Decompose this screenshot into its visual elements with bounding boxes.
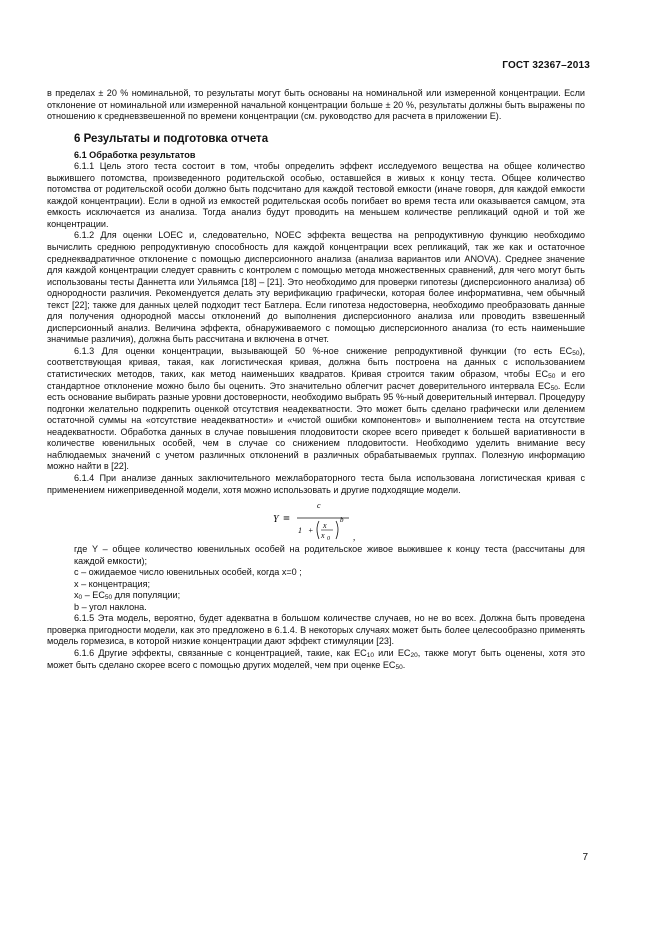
page-number: 7 bbox=[582, 852, 588, 863]
paragraph-6-1-1: 6.1.1 Цель этого теста состоит в том, чтобы определить эффект исследуемого вещества на общее количество выжившего потомства, произведенного родительской особью, оставшейся в живых к концу теста. Общее количество потомства от родительской особи должно быть подсчитано для каждой тестовой емкости (иначе говоря, для каждой емкости каждой концентрации). Если в одной из емкостей родительская особь погибает во время теста или оказывается самцом, эта емкость исключается из анализа. Тогда анализ будут проводить на меньшем количестве репликаций одной и той же концентрации. bbox=[47, 161, 585, 229]
svg-text:1: 1 bbox=[298, 526, 302, 536]
svg-text:,: , bbox=[353, 532, 356, 543]
svg-text:0: 0 bbox=[327, 536, 330, 543]
formula-lhs: Y bbox=[273, 514, 279, 526]
formula-numerator: c bbox=[317, 501, 321, 511]
definition-x0: $x_0 - EC_{50}$ для популяции; bbox=[74, 590, 181, 602]
paragraph-6-1-6: 6.1.6 Другие эффекты, связанные с концентрацией, такие, как $EC_{10}$ или $EC_{20}$, также могут быть оценены, хотя это может быть сделано скорее всего с помощью других моделей, чем при оценке $EC_{50}$. bbox=[47, 647, 586, 671]
paragraph-6-1-3: 6.1.3 Для оценки концентрации, вызывающей 50 %-ное снижение репродуктивной функции (то есть $EC_{50}$), соответствующая кривая, такая, как логистическая кривая, должна быть построена на данных с использованием статистических методов, таких, как метод наименьших квадратов. Кривая строится таким образом, чтобы $EC_{50}$ и его стандартное отклонение можно было бы оценить. Это значительно облегчит расчет доверительного интервала $EC_{50}$. Если есть основание выбирать разные уровни достоверности, необходимо выбрать 95 %-ный доверительный интервал. Процедуру подгонки желательно подкрепить оценкой отсутствия неадекватности. Это может быть сделано графически или делением остаточной суммы на «отсутствие неадекватности» и «чистой ошибки компонентов» и выполнением теста на отсутствие неадекватности. Обработка данных в случае повышения плодовитости скорее всего приведет к большей вариативности в количестве ювенильных особей, чем в случае со снижением плодовитости. Необходимо уделить внимание весу наблюдаемых значений с учетом различных отклонений в различных обрабатываемых группах. Полезную информацию можно найти в [22]. bbox=[47, 345, 586, 472]
paragraph-6-1-5: 6.1.5 Эта модель, вероятно, будет адекватна в большом количестве случаев, но не во всех. Должна быть проведена проверка пригодности модели, как это предложено в 6.1.4. В некоторых случаях может быть более целесообразно применять модель гормезиса, в которой низкие концентрации дают эффект стимуляции [23]. bbox=[47, 613, 585, 647]
paragraph-6-1-2: 6.1.2 Для оценки LOEC и, следовательно, NOEC эффекта вещества на репродуктивную функцию необходимо вычислить среднюю репродуктивную способность для каждой концентрации всех репликаций, так же как и остаточное среднеквадратичное отклонение с помощью дисперсионного анализа (анализа вариантов или ANOVA). Среднее значение для каждой концентрации следует сравнить с контролем с помощью метода множественных сравнений, для чего могут быть использованы тесты Даннетта или Уильямса [18] – [21]. Это необходимо для проверки гипотезы (дисперсионного анализа) об однородности различия. Рекомендуется делать эту верификацию графически, которая более информативна, чем обычный текст [22]; также для данных целей подходит тест Батлера. Если гипотеза недостоверна, необходимо преобразовать данные для получения однородной массы отклонений до выполнения дисперсионного анализа или проводить взвешенный дисперсионный анализ. Величина эффекта, обнаруживаемого с помощью дисперсионного анализа (то есть наименьшие значимые различия), должна быть рассчитана и включена в отчет. bbox=[47, 230, 585, 345]
svg-text:b: b bbox=[340, 516, 344, 525]
definition-x: x – концентрация; bbox=[74, 578, 151, 589]
document-body bbox=[47, 88, 585, 671]
paragraph-6-1-4: 6.1.4 При анализе данных заключительного межлабораторного теста была использована логистическая кривая с применением нижеприведенной модели, хотя можно использовать и другие подходящие модели. bbox=[47, 472, 585, 495]
svg-text:=: = bbox=[283, 511, 290, 526]
svg-text:+: + bbox=[308, 526, 314, 536]
intro-paragraph: в пределах ± 20 % номинальной, то результаты могут быть основаны на номинальной или измеренной концентрации. Если отклонение от номинальной или измеренной начальной концентрации больше ± 20 %, результаты должны быть выражены по отношению к средневзвешенной по времени концентрации (см. руководство для расчета в приложении Е). bbox=[47, 88, 585, 122]
definition-b: b – угол наклона. bbox=[74, 601, 147, 612]
definition-y: где Y – общее количество ювенильных особей на родительское живое выжившее к концу теста (рассчитаны для каждой емкости); bbox=[74, 544, 585, 566]
formula-definitions bbox=[47, 544, 585, 613]
subsection-heading: 6.1 Обработка результатов bbox=[74, 149, 196, 160]
document-header: ГОСТ 32367–2013 bbox=[502, 60, 590, 71]
svg-text:x: x bbox=[323, 521, 327, 531]
logistic-formula bbox=[47, 498, 585, 542]
svg-text:x: x bbox=[321, 531, 325, 541]
section-heading: 6 Результаты и подготовка отчета bbox=[74, 132, 269, 145]
definition-c: c – ожидаемое число ювенильных особей, когда x=0 ; bbox=[74, 567, 302, 578]
